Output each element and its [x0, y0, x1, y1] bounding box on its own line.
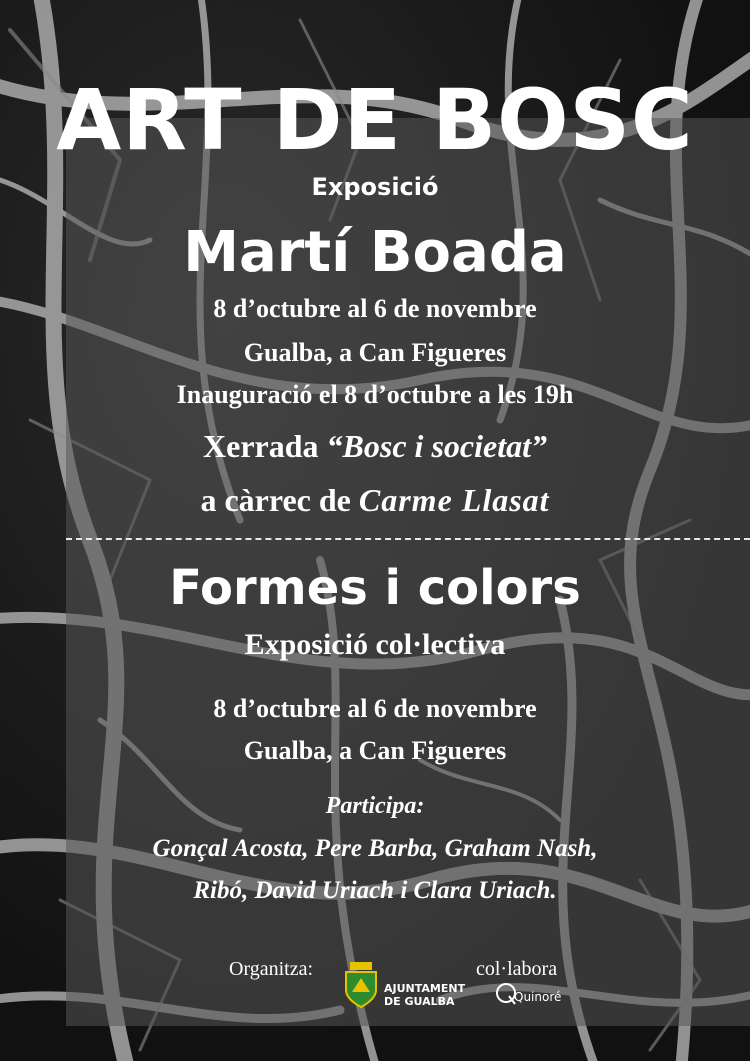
organitza-label: Organitza: [229, 958, 314, 980]
organizer-line-2: DE GUALBA [384, 995, 455, 1008]
speaker-prefix: a càrrec de [200, 482, 359, 518]
event2-dates: 8 d’octubre al 6 de novembre [213, 694, 537, 723]
collabora-label: col·labora [476, 958, 558, 980]
event1-opening: Inauguració el 8 d’octubre a les 19h [176, 380, 574, 409]
event2-subtitle: Exposició col·lectiva [244, 628, 506, 661]
participa-label: Participa: [325, 793, 425, 819]
talk-prefix: Xerrada [203, 428, 327, 464]
event2-title: Formes i colors [169, 560, 581, 616]
event1-talk [0, 426, 750, 466]
organizer-name [384, 982, 465, 1008]
artist-name: Martí Boada [183, 220, 567, 285]
organizer-line-1: AJUNTAMENT [384, 982, 466, 995]
poster-title: ART DE BOSC [56, 71, 694, 169]
event1-place: Gualba, a Can Figueres [243, 338, 507, 367]
event1-dates: 8 d’octubre al 6 de novembre [213, 294, 537, 323]
exhibition-kicker: Exposició [311, 173, 439, 201]
participants-line-2: Ribó, David Uriach i Clara Uriach. [193, 877, 557, 904]
event2-place: Gualba, a Can Figueres [243, 736, 507, 765]
speaker-name: Carme Llasat [358, 482, 550, 518]
event1-speaker [0, 480, 750, 520]
participants-line-1: Gonçal Acosta, Pere Barba, Graham Nash, [152, 835, 598, 862]
talk-title: “Bosc i societat” [326, 428, 547, 464]
gualba-coat-of-arms-icon [342, 962, 380, 1008]
collaborator-name: Quinoré [514, 990, 562, 1004]
section-divider [66, 538, 750, 540]
